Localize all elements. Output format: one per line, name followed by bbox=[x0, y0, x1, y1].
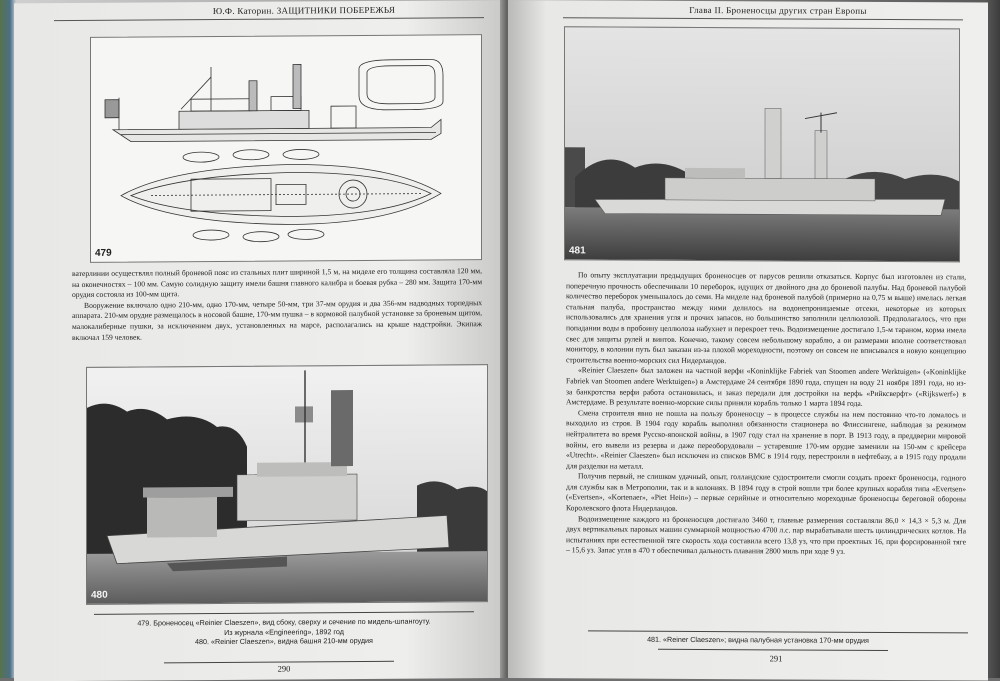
caption-rule-right bbox=[588, 630, 968, 633]
figure-479-number: 479 bbox=[95, 247, 112, 259]
header-rule-left bbox=[54, 17, 484, 21]
running-head-right: Глава II. Броненосцы других стран Европы bbox=[689, 4, 867, 16]
paragraph: «Reinier Claeszen» был заложен на частной верфи «Koninklijke Fabriek van Stoomen andere Werktuigen» («Koninklijke Fabriek van Stoomen andere Werktuigen») в Амстердаме 24 сентября 1890 года, спущен на воду 21 ноября 1891 года, но из-за банкротства верфи работа остановилась, и заказ передали для достройки на верфь «Рийксверфт» («Rijkswerf») в Амстердаме. В результате военно-морские силы приняли корабль только 1 марта 1894 года. bbox=[566, 365, 966, 408]
figure-480-number: 480 bbox=[91, 589, 108, 601]
ship-photo-481 bbox=[565, 27, 959, 261]
right-page bbox=[508, 0, 988, 681]
left-page bbox=[14, 0, 504, 681]
caption-480: 480. «Reinier Claeszen», видна башня 210-мм орудия bbox=[195, 635, 373, 647]
footer-rule-right bbox=[658, 649, 888, 651]
ship-plan-drawing bbox=[91, 35, 481, 262]
figure-captions-left bbox=[74, 616, 494, 647]
figure-479-ship-drawing bbox=[90, 34, 482, 263]
page-number-left: 290 bbox=[277, 663, 291, 674]
paragraph: ватерлинии осуществлял полный броневой пояс из стальных плит шириной 1,5 м, на миделе его толщина составляла 120 мм, на оконечностях – 100 мм. Самую солидную защиту имели башня главного калибра и боевая рубка – 280 мм. Защита 170-мм орудия состояла из 100-мм щита. bbox=[72, 266, 482, 300]
figure-481-photo bbox=[564, 26, 960, 262]
figure-480-photo bbox=[86, 364, 488, 605]
ship-photo-480 bbox=[87, 365, 487, 604]
paragraph: Получив первый, не слишком удачный, опыт, голландские судостроители смогли создать проект броненосца, годного для службы как в Метрополии, так и в колониях. В 1894 году в строй вошли три более крупных корабля типа «Evertsen» («Evertsen», «Kortenaer», «Piet Hein») – первые серийные и относительно мореходные броненосцы береговой обороны Королевского флота Нидерландов. bbox=[566, 471, 966, 513]
paragraph: Вооружение включало одно 210-мм, одно 170-мм, четыре 50-мм, три 37-мм орудия и два 356-мм надводных торпедных аппарата. 210-мм орудие размещалось в носовой башне, 170-мм пушка – в кормовой палубной установке за броневым щитом, малокалиберные пушки, за исключением двух, установленных на марсе, располагались на крыше надстройки. Экипаж включал 159 человек. bbox=[72, 297, 482, 342]
left-body-text bbox=[72, 266, 482, 343]
figure-481-number: 481 bbox=[569, 245, 586, 257]
header-rule-right bbox=[563, 17, 963, 20]
paragraph: Водоизмещение каждого из броненосцев достигало 3460 т, главные размерения составляли 86,0 × 14,3 × 5,3 м. Для двух вертикальных паровых машин суммарной мощностью 4700 л.с. пар вырабатывали шесть цилиндрических котлов. На испытаниях при естественной тяге скорость хода составила всего 13,8 уз, что при проектных 16, при форсированной тяге – 15,6 уз. Запас угля в 470 т обеспечивал дальность плавания 2800 миль при ходе 9 уз. bbox=[566, 514, 966, 557]
page-number-right: 291 bbox=[769, 653, 783, 664]
right-body-text bbox=[566, 270, 966, 558]
figure-caption-right: 481. «Reiner Claeszen»; видна палубная установка 170-мм орудия bbox=[647, 634, 869, 645]
caption-rule bbox=[94, 611, 474, 615]
caption-479: 479. Броненосец «Reinier Claeszen», вид сбоку, сверху и сечение по мидель-шпангоуту. bbox=[137, 616, 431, 628]
paragraph: Смена строителя явно не пошла на пользу броненосцу – в процессе службы на нем постоянно что-то ломалось и выходило из строя. В 1904 году корабль выполнял обязанности стационера во Флиссингене, наблюдая за режимом нейтралитета во время Русско-японской войны, в 1907 году стал на хранение в порт. В 1913 году, в преддверии мировой войны, его вывели из резерва и даже переоборудовали – устаревшие 170-мм орудие заменили на 150-мм с крейсера «Utrecht». «Reinier Claeszen» был исключен из списков ВМС в 1914 году, перестроили в нефтебазу, а в 1915 году продали для разделки на металл. bbox=[566, 408, 966, 471]
caption-479-source: Из журнала «Engineering», 1892 год bbox=[224, 626, 344, 637]
paragraph: По опыту эксплуатации предыдущих броненосцев от парусов решили отказаться. Корпус был изготовлен из стали, поперечную прочность обеспечивали 10 переборок, идущих от двойного дна до броневой палубы. Над броневой палубой количество переборок уменьшалось до семи. На миделе над броневой палубой (примерно на 0,75 м выше) имелась легкая стальная палуба, пространство между ними делилось на водонепроницаемые отсеки, некоторые из которых использовались для хранения угля и прочих запасов, но большинство заполнили целлюлозой. Предполагалось, что при попадании воды в пробоину целлюлоза набухнет и перекроет течь. Водоизмещение достигало 1,5-м тараном, корма имела свес для защиты рулей и винтов. Конечно, такому совсем небольшому кораблю, а он размерами вполне соответствовал монитору, в колонии путь был заказан из-за плохой мореходности, поэтому он совсем не вписывался в новую концепцию строительства военно-морских сил Нидерландов. bbox=[566, 270, 966, 365]
running-head-left: Ю.Ф. Каторин. ЗАЩИТНИКИ ПОБЕРЕЖЬЯ bbox=[212, 4, 396, 17]
